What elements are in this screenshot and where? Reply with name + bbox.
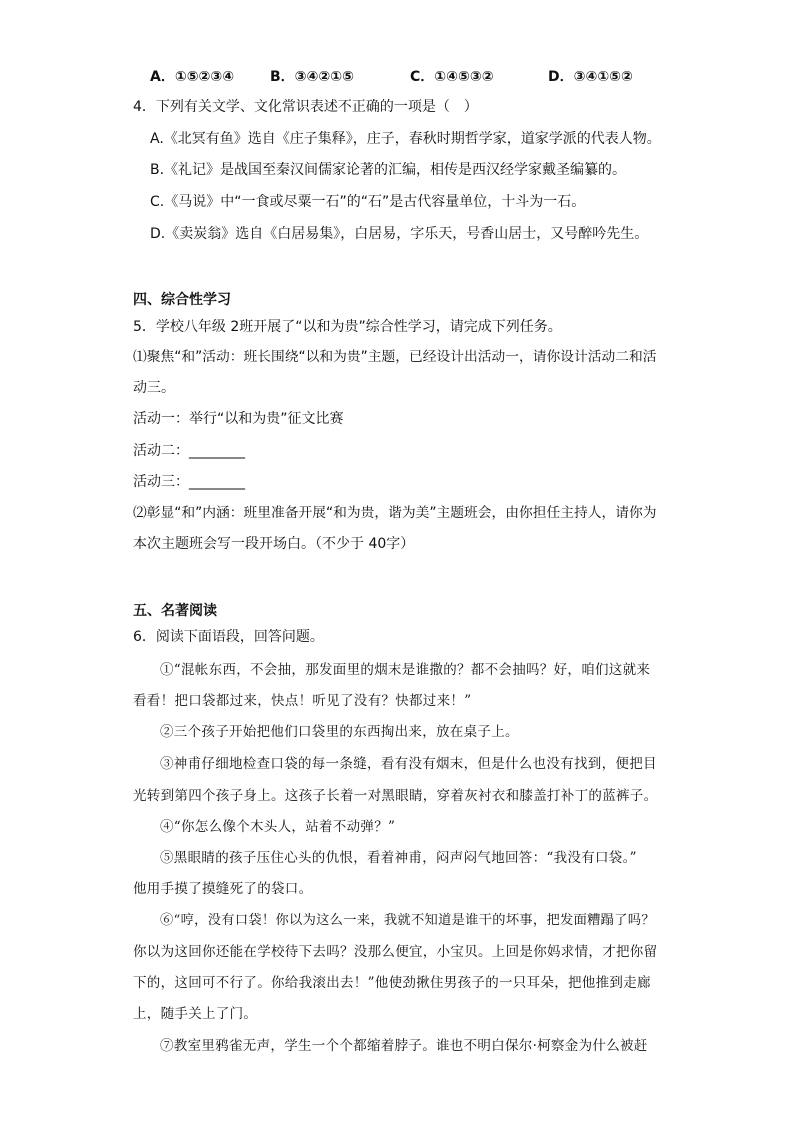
passage-line: 他用手摸了摸缝死了的袋口。 bbox=[133, 881, 313, 897]
passage-line: 下的，这回可不行了。你给我滚出去！”他使劲揪住男孩子的一只耳朵，把他推到走廊 bbox=[133, 975, 651, 991]
passage-line: 上，随手关上了门。 bbox=[133, 1006, 258, 1022]
q3-options-row bbox=[0, 67, 794, 87]
passage-line: 你以为这回你还能在学校待下去吗？没那么便宜，小宝贝。上回是你妈求情，才把你留 bbox=[133, 944, 658, 960]
passage-line: 光转到第四个孩子身上。这孩子长着一对黑眼睛，穿着灰衬衣和膝盖打补丁的蓝裤子。 bbox=[133, 788, 658, 804]
passage-line: 看看！把口袋都过来，快点！听见了没有？快都过来！” bbox=[133, 693, 472, 709]
q3-option-d: D．③④①⑤② bbox=[548, 69, 633, 85]
passage-line: ①“混帐东西，不会抽，那发面里的烟末是谁撒的？都不会抽吗？好，咱们这就来 bbox=[160, 662, 651, 678]
q4-option-b: B.《礼记》是战国至秦汉间儒家论著的汇编，相传是西汉经学家戴圣编纂的。 bbox=[150, 162, 627, 178]
passage-line: ③神甫仔细地检查口袋的每一条缝，看有没有烟末，但是什么也没有找到，便把目 bbox=[160, 756, 657, 772]
q3-option-b: B．③④②①⑤ bbox=[270, 69, 354, 85]
activity-three-blank: 活动三：________ bbox=[133, 474, 245, 490]
q5-part2-line1: ⑵彰显“和”内涵：班里准备开展“和为贵，谐为美”主题班会，由你担任主持人，请你为 bbox=[133, 505, 657, 521]
q3-option-c: C．①④⑤③② bbox=[410, 69, 494, 85]
q5-part1-line1: ⑴聚焦“和”活动：班长围绕“以和为贵”主题，已经设计出活动一，请你设计活动二和活 bbox=[133, 349, 657, 365]
q5-stem: 5．学校八年级 2班开展了“以和为贵”综合性学习，请完成下列任务。 bbox=[133, 319, 562, 335]
passage-line: ②三个孩子开始把他们口袋里的东西掏出来，放在桌子上。 bbox=[160, 724, 519, 740]
q4-stem: 4．下列有关文学、文化常识表述不正确的一项是（ ） bbox=[133, 99, 478, 115]
passage-line: ⑦教室里鸦雀无声，学生一个个都缩着脖子。谁也不明白保尔·柯察金为什么被赶 bbox=[160, 1038, 648, 1054]
passage-line: ⑥“哼，没有口袋！你以为这么一来，我就不知道是谁干的坏事，把发面糟蹋了吗？ bbox=[160, 913, 655, 928]
q5-part1-line2: 动三。 bbox=[133, 380, 175, 396]
section4-heading: 四、综合性学习 bbox=[133, 292, 231, 308]
activity-one: 活动一：举行“以和为贵”征文比赛 bbox=[133, 411, 344, 427]
passage-line: ④“你怎么像个木头人，站着不动弹？” bbox=[160, 819, 396, 835]
q3-option-a: A．①⑤②③④ bbox=[150, 69, 235, 85]
section5-heading: 五、名著阅读 bbox=[133, 603, 217, 619]
passage-line: ⑤黑眼睛的孩子压住心头的仇恨，看着神甫，闷声闷气地回答：“我没有口袋。” bbox=[160, 850, 637, 866]
activity-two-blank: 活动二：________ bbox=[133, 443, 245, 459]
q5-part2-line2: 本次主题班会写一段开场白。（不少于 40字） bbox=[133, 536, 415, 552]
q6-stem: 6．阅读下面语段，回答问题。 bbox=[133, 629, 324, 645]
q4-option-a: A.《北冥有鱼》选自《庄子集释》，庄子，春秋时期哲学家，道家学派的代表人物。 bbox=[150, 131, 661, 147]
q4-option-c: C.《马说》中“一食或尽粟一石”的“石”是古代容量单位，十斗为一石。 bbox=[150, 194, 586, 210]
q4-option-d: D.《卖炭翁》选自《白居易集》，白居易，字乐天，号香山居士，又号醉吟先生。 bbox=[150, 226, 649, 242]
